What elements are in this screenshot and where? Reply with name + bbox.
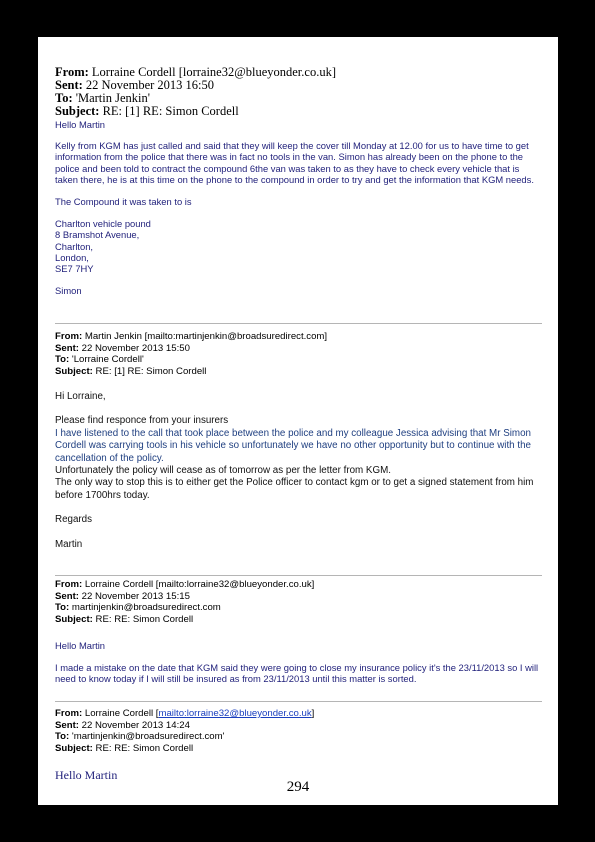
email4-from: Lorraine Cordell [ xyxy=(84,708,159,719)
email1-address xyxy=(55,218,543,274)
email4-subject: RE: RE: Simon Cordell xyxy=(95,742,194,754)
email4-sent: 22 November 2013 14:24 xyxy=(81,719,190,731)
email3-from: Lorraine Cordell [mailto:lorraine32@blueyonder.co.uk] xyxy=(84,579,315,590)
page-number: 294 xyxy=(286,779,310,795)
email1-signature: Simon xyxy=(55,285,82,297)
address-line: Charlton vehicle pound xyxy=(55,218,151,230)
email1-subject: RE: [1] RE: Simon Cordell xyxy=(102,104,239,118)
sent-label: Sent: xyxy=(55,590,79,602)
email3-body xyxy=(55,640,543,685)
email1-greeting: Hello Martin xyxy=(55,119,106,130)
subject-label: Subject: xyxy=(55,365,93,377)
email1-sent: 22 November 2013 16:50 xyxy=(85,78,215,92)
from-label: From: xyxy=(55,65,89,79)
email2-subject: RE: [1] RE: Simon Cordell xyxy=(95,365,207,377)
email2-closing: Regards xyxy=(55,514,93,526)
address-line: Charlton, xyxy=(55,240,94,252)
email1-to: 'Martin Jenkin' xyxy=(75,91,151,105)
email4-greeting: Hello Martin xyxy=(55,768,118,782)
email1-from: Lorraine Cordell [lorraine32@blueyonder.co.uk] xyxy=(91,65,336,79)
email2-sent: 22 November 2013 15:50 xyxy=(81,342,190,354)
sent-label: Sent: xyxy=(55,78,83,92)
email3-to: martinjenkin@broadsuredirect.com xyxy=(71,602,221,614)
email3-subject: RE: RE: Simon Cordell xyxy=(95,613,194,625)
email4-header xyxy=(55,708,543,754)
email2-to: 'Lorraine Cordell' xyxy=(71,354,144,366)
email1-compound-intro: The Compound it was taken to is xyxy=(55,196,192,208)
subject-label: Subject: xyxy=(55,104,100,118)
email4-from-end: ] xyxy=(311,708,315,719)
separator xyxy=(55,701,542,702)
email1-body-text: Kelly from KGM has just called and said that they will keep the cover till Monday at 12.00 for us to have time to get information from the police that there was in fact no tools in the van. Simon has already been on the phone to the police and been told to contract the compound 6the van was taken to as they have to check every vehicle that is taken there, he is at this time on the phone to the compound in order to try and get the information that KGM needs. xyxy=(55,140,534,185)
email3-sent: 22 November 2013 15:15 xyxy=(81,590,190,602)
separator xyxy=(55,323,542,324)
from-label: From: xyxy=(55,579,83,590)
email2-insurer-quote: I have listened to the call that took place between the police and my colleague Jessica advising that Mr Simon Cordell was carrying tools in his vehicle so unfortunately we have no other opportunity but to continue with the cancellation of the policy. xyxy=(55,427,531,464)
from-label: From: xyxy=(55,708,83,719)
email2-body xyxy=(55,391,543,551)
email1-header xyxy=(55,66,543,118)
to-label: To: xyxy=(55,602,70,614)
subject-label: Subject: xyxy=(55,613,93,625)
address-line: 8 Bramshot Avenue, xyxy=(55,229,140,241)
email4-to: 'martinjenkin@broadsuredirect.com' xyxy=(71,731,225,743)
email2-intro: Please find responce from your insurers xyxy=(55,415,229,427)
to-label: To: xyxy=(55,731,70,743)
email2-from: Martin Jenkin [mailto:martinjenkin@broadsuredirect.com] xyxy=(84,331,328,342)
email3-header xyxy=(55,579,543,625)
sent-label: Sent: xyxy=(55,342,79,354)
from-label: From: xyxy=(55,331,83,342)
email2-line1: Unfortunately the policy will cease as of tomorrow as per the letter from KGM. xyxy=(55,465,391,477)
separator xyxy=(55,575,542,576)
subject-label: Subject: xyxy=(55,742,93,754)
email3-body-text: I made a mistake on the date that KGM said they were going to close my insurance policy it's the 23/11/2013 so I will need to know today if I will still be insured as from 23/11/2013 until this matter is sorted. xyxy=(55,662,539,685)
email1-body xyxy=(55,119,543,296)
address-line: SE7 7HY xyxy=(55,263,94,275)
document-page xyxy=(38,37,558,805)
email4-mailto-link[interactable]: mailto:lorraine32@blueyonder.co.uk xyxy=(158,708,312,719)
sent-label: Sent: xyxy=(55,719,79,731)
email2-greeting: Hi Lorraine, xyxy=(55,391,106,402)
email2-header xyxy=(55,331,543,377)
email2-signature: Martin xyxy=(55,538,83,550)
address-line: London, xyxy=(55,251,89,263)
to-label: To: xyxy=(55,354,70,366)
email2-line2: The only way to stop this is to either get the Police officer to contact kgm or to get a signed statement from him before 1700hrs today. xyxy=(55,477,534,501)
email3-greeting: Hello Martin xyxy=(55,640,106,651)
to-label: To: xyxy=(55,91,73,105)
